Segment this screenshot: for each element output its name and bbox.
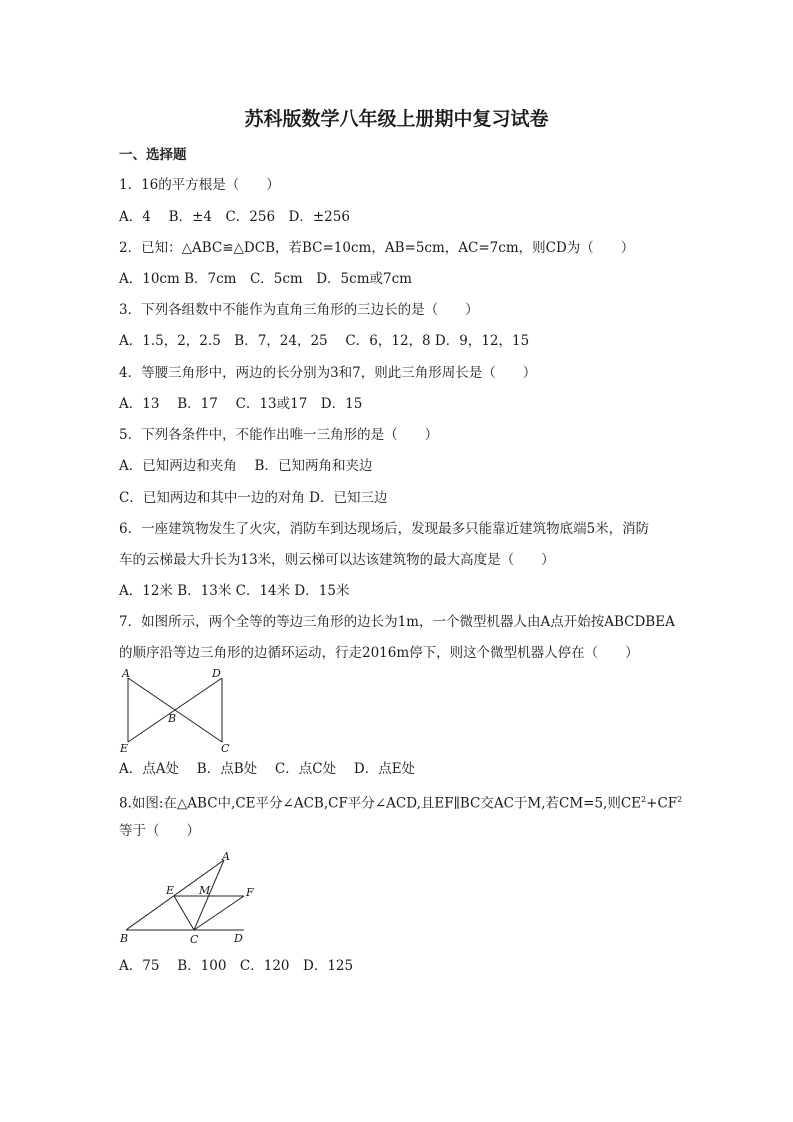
q1-stem: 1．16的平方根是（ ）	[119, 177, 280, 193]
q2-stem: 2．已知：△ABC≌△DCB，若BC=10cm，AB=5cm，AC=7cm，则CD为（ ）	[119, 240, 635, 256]
q8-label-B: B	[120, 932, 129, 945]
q1-options: A．4 B．±4 C．256 D．±256	[119, 209, 350, 225]
q2-options: A．10cm B．7cm C．5cm D．5cm或7cm	[119, 271, 412, 287]
q8-figure	[112, 848, 272, 952]
q8-sup-2: 2	[677, 795, 683, 804]
q6-stem-line1: 6．一座建筑物发生了火灾，消防车到达现场后，发现最多只能靠近建筑物底端5米，消防	[119, 521, 650, 537]
section-heading: 一、选择题	[119, 147, 187, 163]
q7-figure	[112, 666, 242, 760]
q8-stem-line2: 等于（ ）	[119, 823, 200, 839]
q8-label-A: A	[222, 850, 230, 863]
q7-label-D: D	[212, 667, 221, 680]
q6-options: A．12米 B．13米 C．14米 D．15米	[119, 583, 350, 599]
q8-stem-text: 8.如图:在△ABC中,CE平分∠ACB,CF平分∠ACD,且EF∥BC交AC于M,若CM=5,则CE	[119, 795, 642, 812]
q8-label-C: C	[190, 933, 199, 946]
q7-stem-line2: 的顺序沿等边三角形的边循环运动，行走2016m停下，则这个微型机器人停在（ ）	[119, 645, 639, 661]
q3-stem: 3．下列各组数中不能作为直角三角形的三边长的是（ ）	[119, 302, 479, 318]
q6-stem-line2: 车的云梯最大升长为13米，则云梯可以达该建筑物的最大高度是（ ）	[119, 552, 555, 568]
q7-label-C: C	[221, 742, 230, 755]
q7-options: A．点A处 B．点B处 C．点C处 D．点E处	[119, 761, 416, 777]
q8-label-D: D	[234, 932, 243, 945]
q7-label-A: A	[122, 667, 130, 680]
q4-stem: 4．等腰三角形中，两边的长分别为3和7，则此三角形周长是（ ）	[119, 365, 537, 381]
q8-stem-line1	[119, 791, 682, 813]
q4-options: A．13 B．17 C．13或17 D．15	[119, 396, 363, 412]
q8-line-CE	[174, 896, 194, 930]
q8-label-M: M	[199, 884, 211, 897]
q5-options-line1: A．已知两边和夹角 B．已知两角和夹边	[119, 458, 373, 474]
q3-options: A．1.5，2，2.5 B．7，24，25 C．6，12，8 D．9，12，15	[119, 333, 530, 349]
q7-label-E: E	[120, 742, 129, 755]
q7-label-B: B	[168, 712, 177, 725]
q8-sup-1: 2	[641, 795, 647, 804]
q8-label-E: E	[166, 884, 175, 897]
q8-stem-mid: +CF	[646, 795, 678, 812]
q8-options: A．75 B．100 C．120 D．125	[119, 958, 354, 974]
q5-options-line2: C．已知两边和其中一边的对角 D．已知三边	[119, 490, 388, 506]
page-title: 苏科版数学八年级上册期中复习试卷	[244, 108, 549, 130]
q5-stem: 5．下列各条件中，不能作出唯一三角形的是（ ）	[119, 427, 439, 443]
q8-label-F: F	[246, 886, 254, 899]
q7-stem-line1: 7．如图所示，两个全等的等边三角形的边长为1m，一个微型机器人由A点开始按ABCDBEA	[119, 614, 675, 630]
